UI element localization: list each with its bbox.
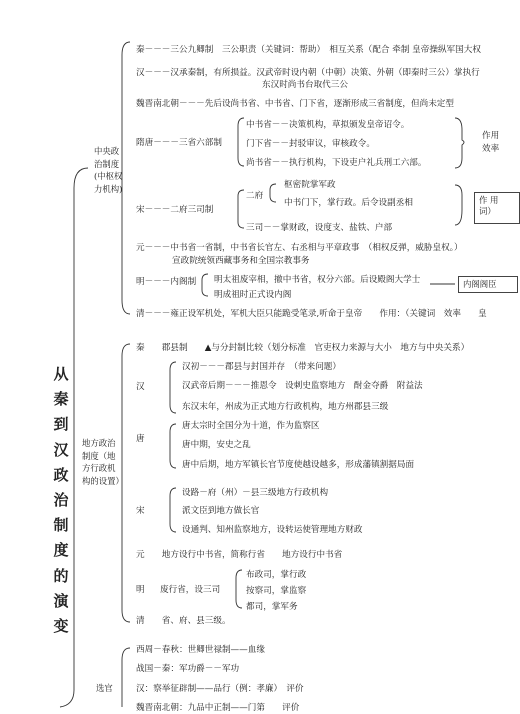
main-title-char: 从 xyxy=(53,365,69,383)
central-suitang-shangshu: 尚书省－－执行机构，下设吏户礼兵刑工六部。 xyxy=(246,158,427,168)
main-title-char: 变 xyxy=(53,617,69,636)
main-title xyxy=(48,362,74,639)
central-qing-line: 清－－－雍正设军机处，军机大臣只能跪受笔录,听命于皇帝 作用：（关键词 效率 皇 xyxy=(136,309,487,319)
central-song-erfu: 二府 xyxy=(246,191,264,201)
local-tang-label: 唐 xyxy=(136,434,145,444)
central-suitang-zhongshu: 中书省－－决策机构，草拟颁发皇帝诏令。 xyxy=(246,120,410,130)
local-yuan-line: 元 地方设行中书省，简称行省 地方设行中书省 xyxy=(136,550,343,560)
selection-line-d: 魏晋南北朝：九品中正制——门第 评价 xyxy=(136,703,300,713)
local-qing-line: 清 省、府、县三级。 xyxy=(136,616,231,626)
local-tang-line-a: 唐太宗时全国分为十道，作为监察区 xyxy=(182,421,320,431)
main-title-char: 治 xyxy=(53,491,69,510)
central-han-line-2: 东汉时尚书台取代三公 xyxy=(262,80,348,90)
selection-category-label: 选官 xyxy=(96,683,113,693)
local-ming-label: 明 xyxy=(136,585,145,595)
selection-line-c: 汉：察举征辟制——品行（例：孝廉） 评价 xyxy=(136,684,304,694)
selection-line-b: 战国－秦：军功爵－－军功 xyxy=(136,664,240,674)
local-song-label: 宋 xyxy=(136,506,145,516)
central-yuan-line: 元－－－中书省一省制，中书省长官左、右丞相与平章政事 （相权反弹，威胁皇权。） xyxy=(136,243,463,253)
central-ming-label: 明－－－内阁制 xyxy=(136,277,197,287)
local-tang-line-c: 唐中后期，地方军镇长官节度使越设越多，形成藩镇割据局面 xyxy=(182,460,415,470)
central-song-box: 作 用 词） xyxy=(474,192,520,224)
local-ming-lead: 废行省，设三司 xyxy=(160,585,221,595)
local-ming-line-c: 都司，掌军务 xyxy=(246,602,298,612)
local-song-line-b: 派文臣到地方做长官 xyxy=(182,506,260,516)
main-title-char: 度 xyxy=(53,541,69,560)
central-suitang-note-2: 效率 xyxy=(482,144,500,154)
central-suitang-note-1: 作用 xyxy=(482,131,500,141)
central-song-shumi: 枢密院掌军政 xyxy=(284,180,336,190)
central-suitang-menxia: 门下省－－封驳审议，审核政令。 xyxy=(246,139,375,149)
central-ming-line-b: 明成祖时正式设内阁 xyxy=(214,290,292,300)
local-song-line-a: 设路－府（州）－县三级地方行政机构 xyxy=(182,488,329,498)
main-title-char: 的 xyxy=(53,566,69,585)
local-category-label: 地方政治制度（地方行政机构的设置） xyxy=(82,438,124,486)
central-han-line: 汉－－－汉承秦制，有所损益。汉武帝时设内朝（中朝）决策、外朝（即秦时三公）掌执行 xyxy=(136,68,480,78)
local-tang-line-b: 唐中期，安史之乱 xyxy=(182,440,251,450)
central-wjnbc-line: 魏晋南北朝－－－先后设尚书省、中书省、门下省，逐渐形成三省制度，但尚未定型 xyxy=(136,99,454,109)
central-category-label: 中央政治制度(中枢权力机构) xyxy=(94,146,123,194)
central-ming-box: 内阁阁臣 xyxy=(458,276,518,293)
central-yuan-line-2: 宣政院统领西藏事务和全国宗教事务 xyxy=(172,256,310,266)
central-qin-line: 秦－－－三公九卿制 三公职责（关键词：帮助） 相互关系（配合 牵制 皇帝操纵军国大权 xyxy=(136,45,481,55)
main-title-char: 汉 xyxy=(53,440,69,459)
main-title-char: 政 xyxy=(53,465,69,484)
selection-line-a: 西周－春秋：世卿世禄制——血缘 xyxy=(136,645,265,655)
central-ming-line-a: 明太祖废宰相，撤中书省，权分六部。后设殿阁大学士 xyxy=(214,275,421,285)
central-suitang-label: 隋唐－－－三省六部制 xyxy=(136,138,222,148)
main-title-char: 制 xyxy=(53,516,69,535)
central-song-sansi: 三司－－掌财政，设度支、盐铁、户部 xyxy=(246,223,393,233)
local-ming-line-b: 按察司，掌监察 xyxy=(246,586,307,596)
local-han-line-a: 汉初－－－郡县与封国并存 （带来问题） xyxy=(182,362,341,372)
main-title-char: 秦 xyxy=(53,390,69,409)
central-song-label: 宋－－－二府三司制 xyxy=(136,205,214,215)
local-qin-line: 秦 郡县制 ▲与分封制比较（划分标准 官吏权力来源与大小 地方与中央关系） xyxy=(136,343,470,353)
central-song-zhongshu: 中书门下，掌行政。后令设副丞相 xyxy=(284,198,413,208)
main-title-char: 演 xyxy=(53,591,69,610)
local-ming-line-a: 布政司，掌行政 xyxy=(246,570,307,580)
local-song-line-c: 设通判、知州监察地方，设转运使管理地方财政 xyxy=(182,525,363,535)
local-han-line-b: 汉武帝后期－－－推恩令 设刺史监察地方 酎金夺爵 附益法 xyxy=(182,381,423,391)
local-han-line-c: 东汉末年，州成为正式地方行政机构，地方州郡县三级 xyxy=(182,402,389,412)
local-han-label: 汉 xyxy=(136,382,145,392)
main-title-char: 到 xyxy=(53,415,69,434)
